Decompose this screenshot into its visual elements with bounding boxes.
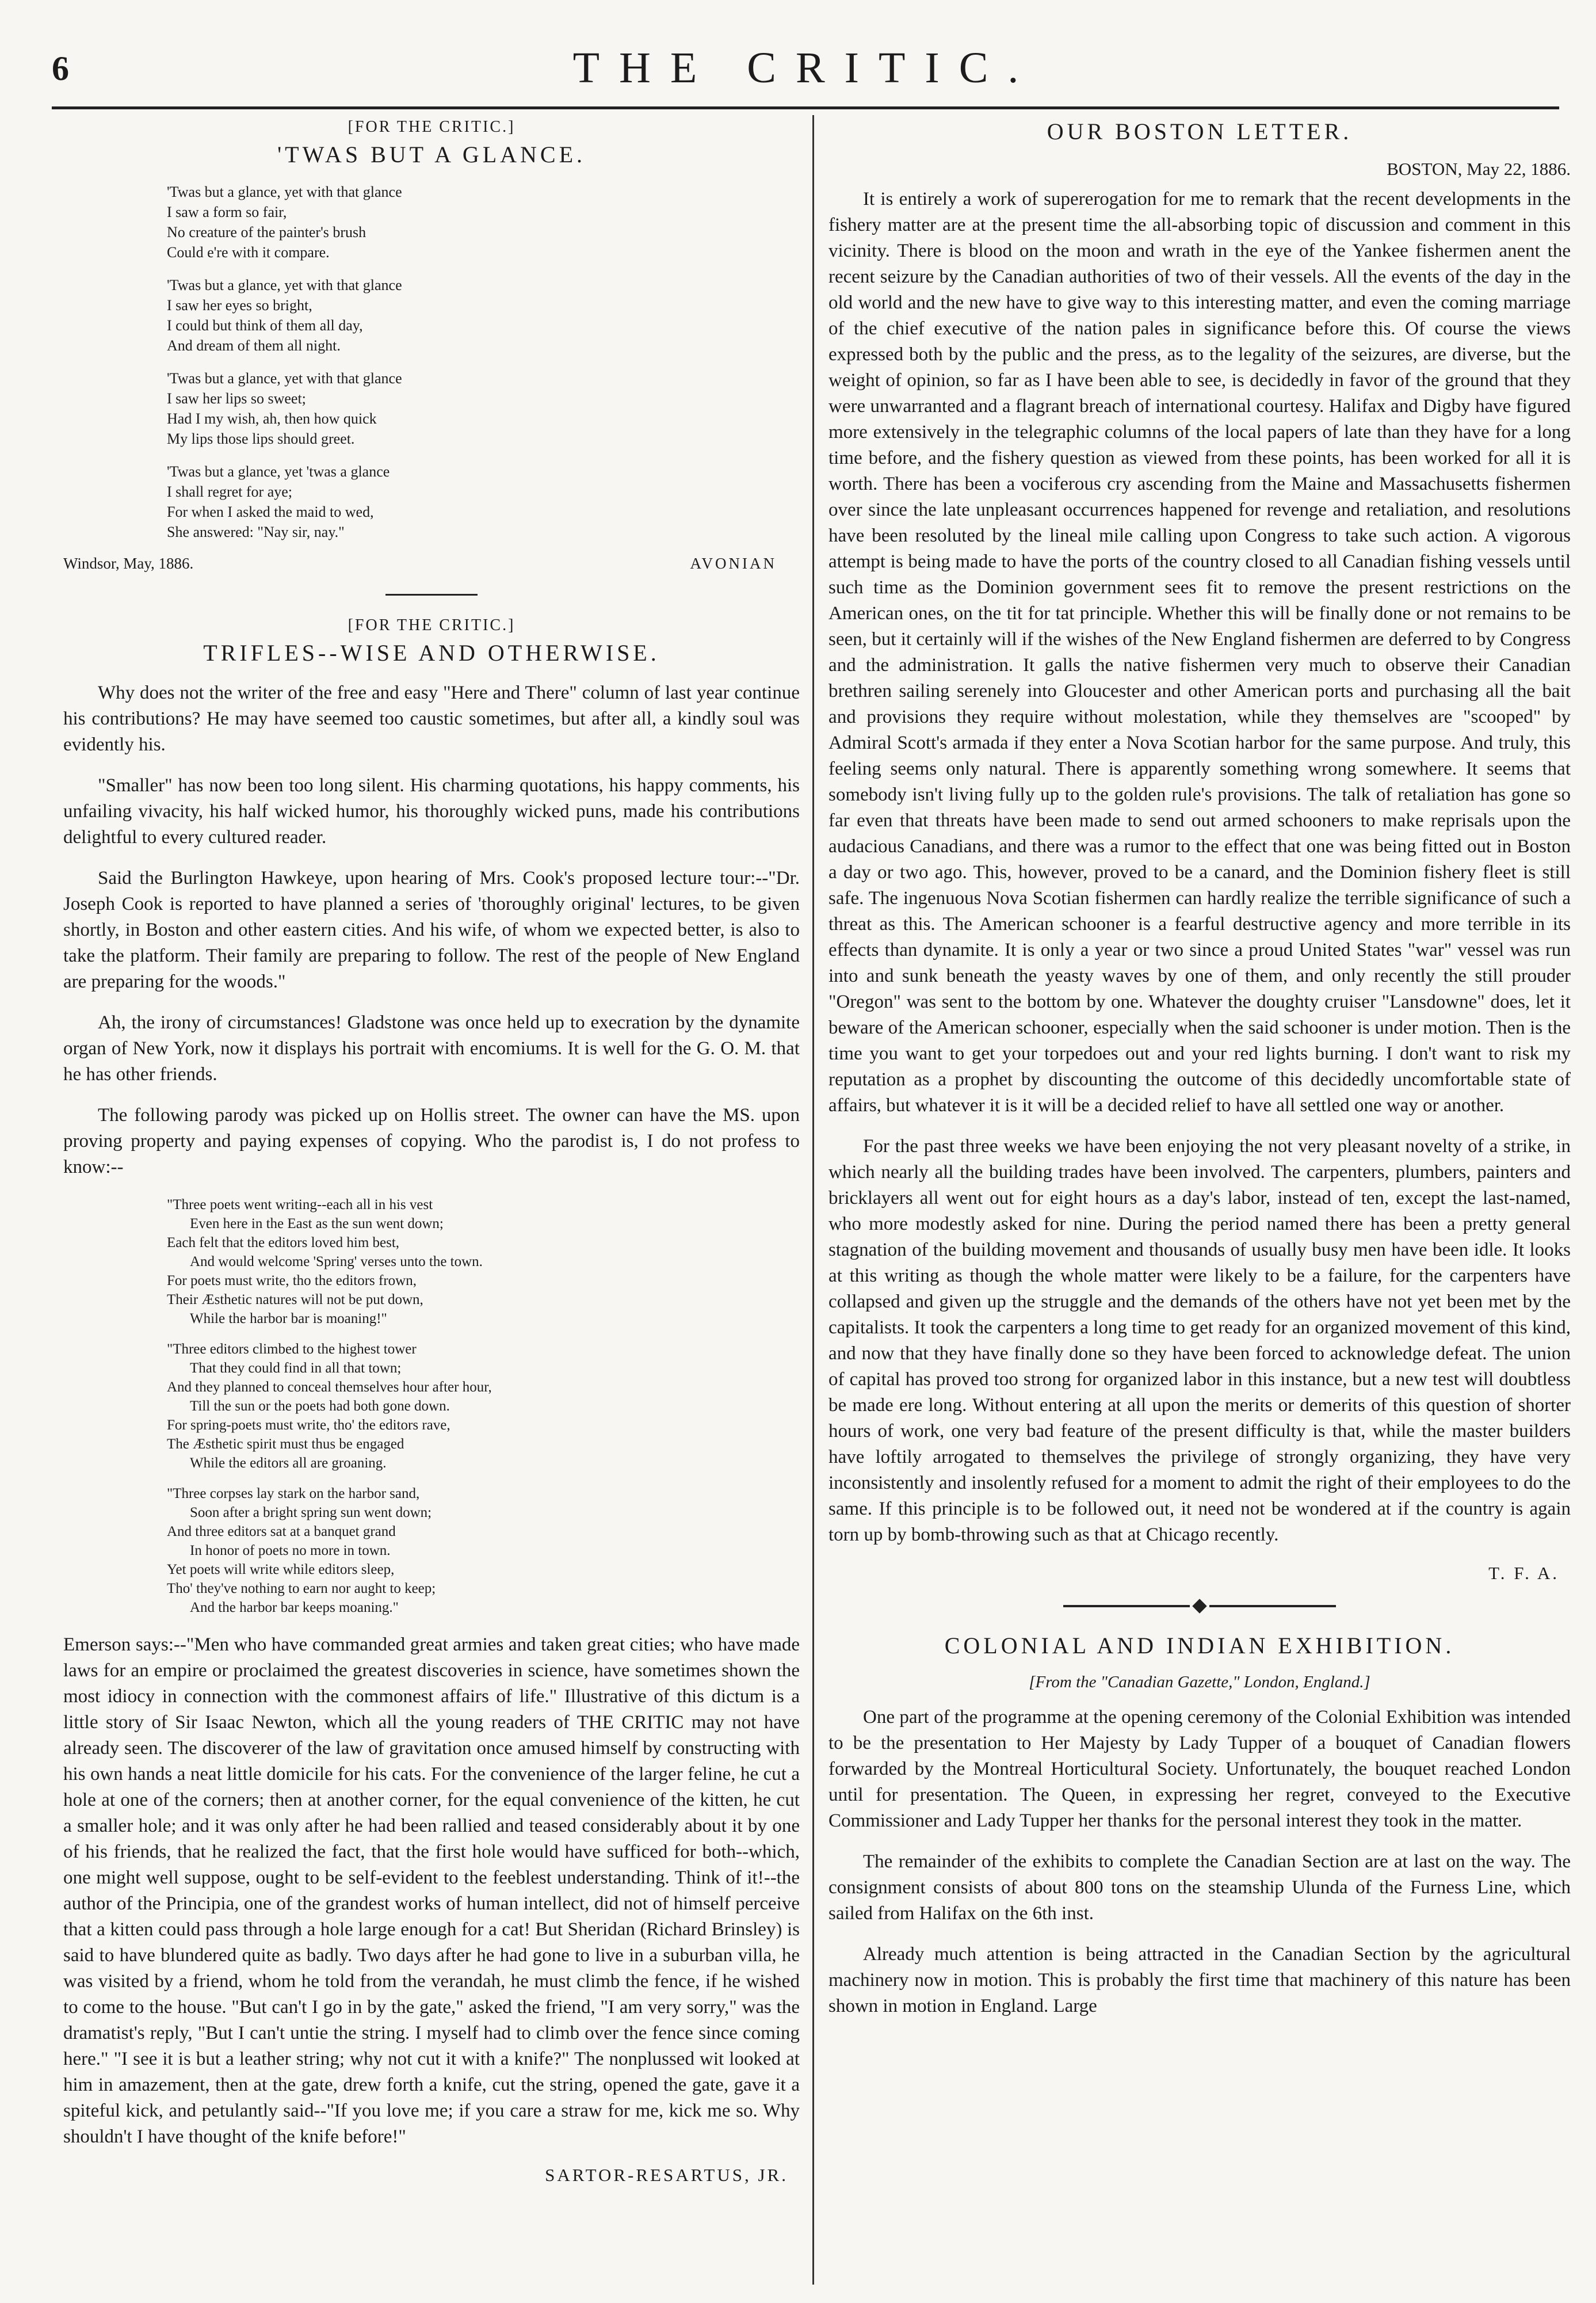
boston-letter-paragraph: For the past three weeks we have been enjoying the not very pleasant novelty of a strike, in which nearly all the building trades have been involved. The carpenters, plumbers, painters and bricklayers all went out for eight hours as a day's labor, instead of ten, except the last-named, who more modestly asked for nine. During the period named there has been a pretty general stagnation of the building movement and thousands of usually busy men have been idle. It looks at this writing as though the whole matter were likely to be a failure, for the carpenters have collapsed and given up the struggle and the demands of the others have not yet been met by the capitalists. It took the carpenters a long time to get ready for an organized movement of this kind, and now that they have finally done so they have been forced to acknowledge defeat. The union of capital has proved too strong for organized labor in this instance, but a new test will doubtless be made ere long. Without entering at all upon the merits or demerits of this question of shorter hours of work, one very bad feature of the present difficulty is that, while the master builders have loftily arrogated to themselves the privilege of strongly organizing, they have very inconsistently and insolently refused for a moment to admit the right of their employees to do the same. If this principle is to be followed out, it need not be wondered at if the country is again torn up by bomb-throwing such as that at Chicago recently. bbox=[828, 1136, 1571, 1545]
colonial-exhibition-paragraph: One part of the programme at the opening ceremony of the Colonial Exhibition was intended to be the presentation to Her Majesty by Lady Tupper of a bouquet of Canadian flowers forwarded by the Montreal Horticultural Society. Unfortunately, the bouquet reached London until for presentation. The Queen, in expressing her regret, conveyed to the Executive Commissioner and Lady Tupper her thanks for the personal interest they took in the matter. bbox=[828, 1707, 1571, 1831]
parody-line: Even here in the East as the sun went down; bbox=[190, 1216, 444, 1231]
parody-line: The Æsthetic spirit must thus be engaged bbox=[167, 1436, 404, 1452]
parody-line: Till the sun or the poets had both gone down. bbox=[190, 1398, 450, 1414]
left-column bbox=[63, 118, 800, 2282]
poem-line: I could but think of them all day, bbox=[167, 317, 363, 334]
poem-line: I saw her eyes so bright, bbox=[167, 297, 312, 314]
parody-line: For spring-poets must write, tho' the editors rave, bbox=[167, 1417, 450, 1433]
poem-stanza bbox=[167, 182, 800, 262]
poem-title: 'TWAS BUT A GLANCE. bbox=[277, 142, 586, 167]
parody-line: For poets must write, tho the editors frown, bbox=[167, 1273, 417, 1288]
parody-line: Each felt that the editors loved him best, bbox=[167, 1235, 400, 1250]
trifles-paragraph: Ah, the irony of circumstances! Gladstone was once held up to execration by the dynamite organ of New York, now it displays his portrait with encomiums. It is well for the G. O. M. that he has other friends. bbox=[63, 1012, 800, 1085]
parody-line: While the harbor bar is moaning!" bbox=[190, 1311, 387, 1326]
right-column bbox=[828, 118, 1571, 2282]
colonial-exhibition-paragraph: Already much attention is being attracted in the Canadian Section by the agricultural machinery now in motion. This is probably the first time that machinery of this nature has been shown in motion in England. Large bbox=[828, 1944, 1571, 2016]
parody-line: And they planned to conceal themselves hour after hour, bbox=[167, 1379, 492, 1395]
parody-line: And three editors sat at a banquet grand bbox=[167, 1524, 396, 1539]
parody-stanza bbox=[167, 1340, 800, 1473]
poem-signature-row bbox=[63, 555, 800, 580]
column-rule bbox=[812, 115, 814, 2285]
parody-line: That they could find in all that town; bbox=[190, 1360, 402, 1376]
colonial-exhibition-source: [From the "Canadian Gazette," London, England.] bbox=[1029, 1673, 1370, 1691]
parody-line: "Three editors climbed to the highest tower bbox=[167, 1341, 417, 1357]
trifles-for-critic: [FOR THE CRITIC.] bbox=[348, 616, 516, 634]
poem-line: No creature of the painter's brush bbox=[167, 224, 366, 241]
poem-line: I saw a form so fair, bbox=[167, 204, 287, 220]
parody-line: Yet poets will write while editors sleep, bbox=[167, 1562, 395, 1577]
ornamental-divider bbox=[828, 1601, 1571, 1612]
parody-line: And the harbor bar keeps moaning." bbox=[190, 1600, 399, 1615]
poem-line: I saw her lips so sweet; bbox=[167, 390, 306, 407]
parody-line: Tho' they've nothing to earn nor aught to keep; bbox=[167, 1581, 436, 1596]
trifles-paragraph: "Smaller" has now been too long silent. His charming quotations, his happy comments, his unfailing vivacity, his half wicked humor, his thoroughly wicked puns, made his contributions delightful to every cultured reader. bbox=[63, 775, 800, 848]
poem-line: For when I asked the maid to wed, bbox=[167, 504, 374, 520]
poem-line: And dream of them all night. bbox=[167, 337, 341, 354]
poem-line: Had I my wish, ah, then how quick bbox=[167, 410, 377, 427]
trifles-paragraph: Said the Burlington Hawkeye, upon hearing of Mrs. Cook's proposed lecture tour:--"Dr. Joseph Cook is reported to have planned a series of 'thoroughly original' lectures, to be given shortly, in Boston and other eastern cities. And his wife, of whom we expected better, is also to take the platform. Their family are preparing to follow. The rest of the people of New England are preparing for the woods." bbox=[63, 868, 800, 992]
poem-line: 'Twas but a glance, yet with that glance bbox=[167, 184, 402, 200]
parody-line: "Three poets went writing--each all in his vest bbox=[167, 1197, 433, 1212]
poem-stanza bbox=[167, 462, 800, 542]
trifles-paragraph: The following parody was picked up on Hollis street. The owner can have the MS. upon proving property and paying expenses of copying. Who the parodist is, I do not profess to know:-- bbox=[63, 1105, 800, 1177]
page-number: 6 bbox=[52, 49, 69, 87]
poem-stanza bbox=[167, 368, 800, 449]
poem-place-date: Windsor, May, 1886. bbox=[63, 555, 194, 572]
boston-letter-title: OUR BOSTON LETTER. bbox=[1047, 119, 1353, 144]
poem-stanza bbox=[167, 275, 800, 356]
boston-letter-paragraph: It is entirely a work of supererogation for me to remark that the recent developments in the fishery matter are at the present time the all-absorbing topic of discussion and comment in this vicinity. There is blood on the moon and wrath in the eye of the Yankee fishermen anent the recent seizure by the Canadian authorities of two of their vessels. All the events of the day in the old world and the new have to give way to this interesting matter, and even the coming marriage of the chief executive of the nation pales in significance before this. Of course the views expressed both by the public and the press, as to the legality of the seizures, are diverse, but the weight of opinion, so far as I have been able to see, is decidedly in favor of the ground that they were unwarranted and a flagrant breach of international courtesy. Halifax and Digby have figured more extensively in the telegraphic columns of the local papers of late than they have for a long time before, and the fishery question as viewed from these points, has been worked for all it is worth. There has been a vociferous cry ascending from the Maine and Massachusetts fishermen over since the late unpleasant occurrences happened for revenge and retaliation, and resolutions have been resoluted by the lineal mile calling upon Congress to take such action. A vigorous attempt is being made to have the ports of the country closed to all Canadian fishing vessels until such time as the Dominion government sees fit to remove the present restrictions on the American ones, on the tit for tat principle. Whether this will be finally done or not remains to be seen, but it certainly will if the wishes of the New England fishermen are deferred to by Congress and the administration. It galls the native fishermen very much to observe their Canadian brethren sailing serenely into Gloucester and other American ports and purchasing all the bait and provisions they require without molestation, while they themselves are "scooped" by Admiral Scott's armada if they enter a Nova Scotian harbor for the same purpose. And truly, this feeling seems only natural. There is apparently something wrong somewhere. It seems that somebody isn't living fully up to the golden rule's provisions. The talk of retaliation has gone so far even that threats have been made to send out armed schooners to make reprisals upon the audacious Canadians, and there was a rumor to the effect that one was being fitted out in Boston a day or two ago. This, however, proved to be a canard, and the Dominion fishery fleet is still safe. The ingenuous Nova Scotian fishermen can hardly realize the terrible significance of such a threat as this. The American schooner is a fearful destructive agency and more terrible in its effects than dynamite. It is only a year or two since a proud United States "war" vessel was run into and sunk beneath the yeasty waves by one of them, and only recently the still prouder "Oregon" was sent to the bottom by one. Whatever the doughty cruiser "Lansdowne" does, let it beware of the American schooner, especially when the said schooner is under motion. Then is the time you want to get your torpedoes out and your red lights burning. I don't want to risk my reputation as a prophet by discounting the outcome of this decidedly uncomfortable state of affairs, but whatever it is it will be a decided relief to have all settled one way or another. bbox=[828, 189, 1571, 1116]
trifles-title: TRIFLES--WISE AND OTHERWISE. bbox=[203, 640, 660, 666]
poem-body bbox=[167, 182, 800, 542]
poem-for-critic: [FOR THE CRITIC.] bbox=[348, 118, 516, 136]
poem-author: AVONIAN bbox=[690, 555, 777, 572]
parody-line: Soon after a bright spring sun went down; bbox=[190, 1505, 432, 1520]
poem-line: My lips those lips should greet. bbox=[167, 430, 355, 447]
poem-line: 'Twas but a glance, yet with that glance bbox=[167, 370, 402, 387]
poem-line: She answered: "Nay sir, nay." bbox=[167, 524, 345, 540]
boston-letter-signature: T. F. A. bbox=[1488, 1563, 1559, 1583]
trifles-author: SARTOR-RESARTUS, JR. bbox=[545, 2165, 788, 2185]
colonial-exhibition-paragraph: The remainder of the exhibits to complete the Canadian Section are at last on the way. The consignment consists of about 800 tons on the steamship Ulunda of the Furness Line, which sailed from Halifax on the 6th inst. bbox=[828, 1851, 1571, 1924]
parody-line: In honor of poets no more in town. bbox=[190, 1543, 391, 1558]
parody-line: While the editors all are groaning. bbox=[190, 1455, 387, 1471]
poem-line: 'Twas but a glance, yet with that glance bbox=[167, 277, 402, 293]
trifles-paragraph: Why does not the writer of the free and easy "Here and There" column of last year continue his contributions? He may have seemed too caustic sometimes, but after all, a kindly soul was evidently his. bbox=[63, 682, 800, 755]
boston-letter-dateline: BOSTON, May 22, 1886. bbox=[1387, 159, 1571, 179]
poem-line: 'Twas but a glance, yet 'twas a glance bbox=[167, 463, 390, 480]
poem-line: Could e're with it compare. bbox=[167, 244, 330, 261]
masthead bbox=[52, 43, 1559, 109]
trifles-paragraph: Emerson says:--"Men who have commanded great armies and taken great cities; who have made laws for an empire or proclaimed the greatest discoveries in science, have sometimes shown the most idiocy in connection with the commonest affairs of life." Illustrative of this dictum is a little story of Sir Isaac Newton, which all the young readers of THE CRITIC may not have already seen. The discoverer of the law of gravitation once amused himself by constructing with his own hands a neat little domicile for his cats. For the convenience of the larger feline, he cut a hole at one of the corners; then at another corner, for the equal convenience of the kitten, he cut a smaller hole; and it was only after he had been rallied and teased considerably about it by one of his friends, that he realized the fact, that the first hole would have sufficed for both--which, one might well suppose, ought to be self-evident to the feeblest understanding. Think of it!--the author of the Principia, one of the grandest works of human intellect, did not of himself perceive that a kitten could pass through a hole large enough for a cat! But Sheridan (Richard Brinsley) is said to have blundered quite as badly. Two days after he had gone to live in a suburban villa, he was visited by a friend, whom he told from the verandah, he must climb the fence, if he wished to come to the house. "But can't I go in by the gate," asked the friend, "I am very sorry," was the dramatist's reply, "But I can't untie the string. I myself had to climb over the fence since coming here." "I see it is but a leather string; why not cut it with a knife?" The nonplussed wit looked at him in amazement, then at the gate, drew forth a knife, cut the string, opened the gate, gave it a spiteful kick, and petulantly said--"If you love me; if you care a straw for me, kick me so. Why shouldn't I have thought of the knife before!" bbox=[63, 1634, 800, 2147]
parody-verse bbox=[167, 1195, 800, 1617]
newspaper-title: THE CRITIC. bbox=[572, 44, 1038, 92]
colonial-exhibition-title: COLONIAL AND INDIAN EXHIBITION. bbox=[944, 1633, 1455, 1658]
parody-stanza bbox=[167, 1484, 800, 1617]
parody-line: And would welcome 'Spring' verses unto the town. bbox=[190, 1254, 483, 1269]
poem-line: I shall regret for aye; bbox=[167, 483, 293, 500]
parody-stanza bbox=[167, 1195, 800, 1328]
section-divider bbox=[385, 594, 478, 596]
parody-line: Their Æsthetic natures will not be put down, bbox=[167, 1292, 423, 1307]
parody-line: "Three corpses lay stark on the harbor sand, bbox=[167, 1486, 420, 1501]
